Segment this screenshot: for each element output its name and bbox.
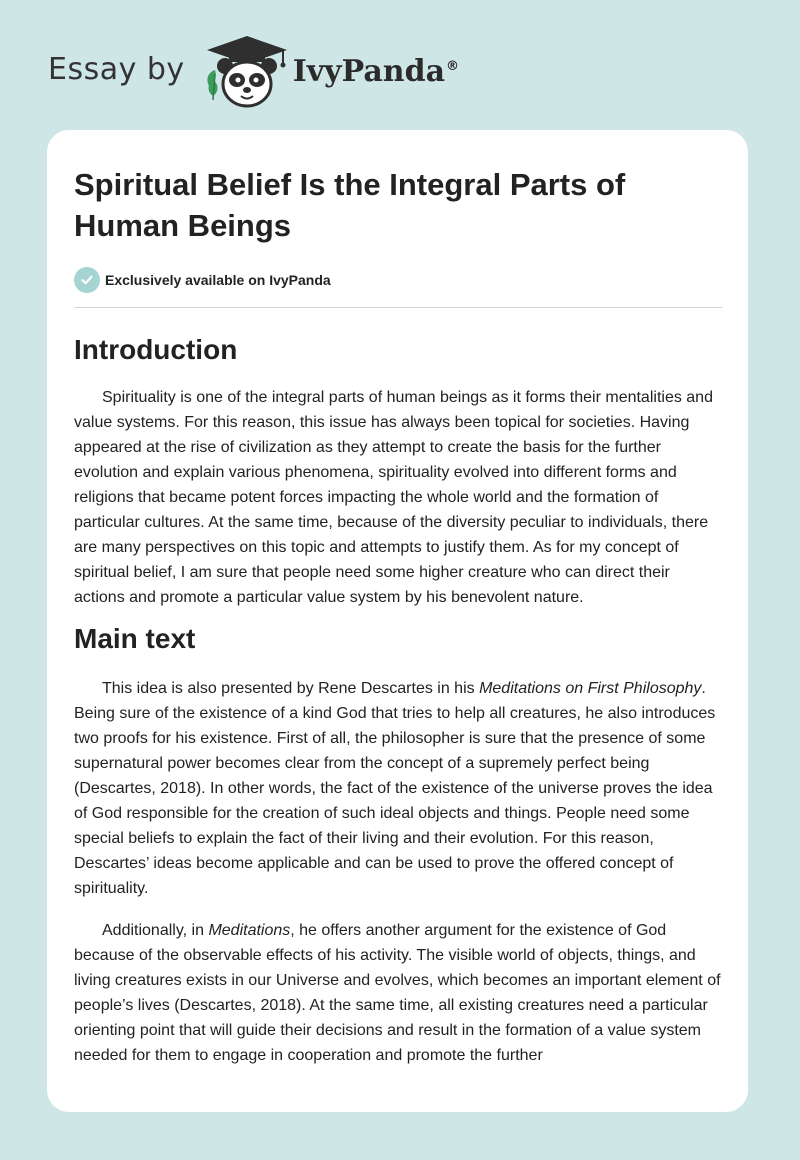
section-heading-main-text: Main text (74, 623, 196, 654)
work-title: Meditations (208, 922, 291, 939)
site-brand[interactable] (48, 34, 459, 110)
main-text-paragraph-1: This idea is also presented by Rene Descartes in his Meditations on First Philosophy. Being sure of the existence of a kind God that tries to help all creatures, he also introduces two proofs for his existence. First of all, the philosopher is sure that the presence of some supernatural power becomes clear from the concept of a supremely perfect being (Descartes, 2018). In other words, the fact of the existence of the universe proves the idea of God responsible for the creation of such ideal objects and things. People need some special beliefs to explain the fact of their living and their evolution. For this reason, Descartes’ ideas become applicable and can be used to prove the offered concept of spirituality. (74, 680, 716, 897)
panda-logo-icon (203, 34, 291, 110)
registered-mark: ® (446, 58, 460, 74)
section-heading-introduction: Introduction (74, 334, 238, 365)
exclusive-badge (74, 266, 722, 294)
main-text-paragraph-2: Additionally, in Meditations, he offers another argument for the existence of God because of the observable effects of his activity. The visible world of objects, things, and living creatures exists in our Universe and evolves, which becomes an important element of people’s lives (Descartes, 2018). At the same time, all existing creatures need a particular orienting point that will guide their decisions and result in the formation of a value system needed for them to engage in cooperation and promote the further (74, 922, 721, 1064)
essay-card (47, 130, 748, 1112)
divider (74, 307, 722, 308)
essay-title: Spiritual Belief Is the Integral Parts of Human Beings (74, 167, 626, 243)
check-icon (74, 267, 100, 293)
introduction-paragraph: Spirituality is one of the integral parts of human beings as it forms their mentalities and value systems. For this reason, this issue has always been topical for societies. Having appeared at the rise of civilization as they attempt to create the basis for the further evolution and explain various phenomena, spirituality evolved into different forms and religions that became potent forces impacting the whole world and the formation of particular cultures. At the same time, because of the diversity peculiar to individuals, there are many perspectives on this topic and attempts to justify them. As for my concept of spiritual belief, I am sure that people need some higher creature who can direct their actions and promote a particular value system by his benevolent nature. (74, 389, 713, 606)
exclusive-badge-label: Exclusively available on IvyPanda (105, 272, 331, 288)
work-title: Meditations on First Philosophy (479, 680, 702, 697)
brand-prefix: Essay by (48, 51, 185, 87)
essay-content (74, 164, 722, 1068)
brand-name: IvyPanda® (292, 53, 460, 89)
